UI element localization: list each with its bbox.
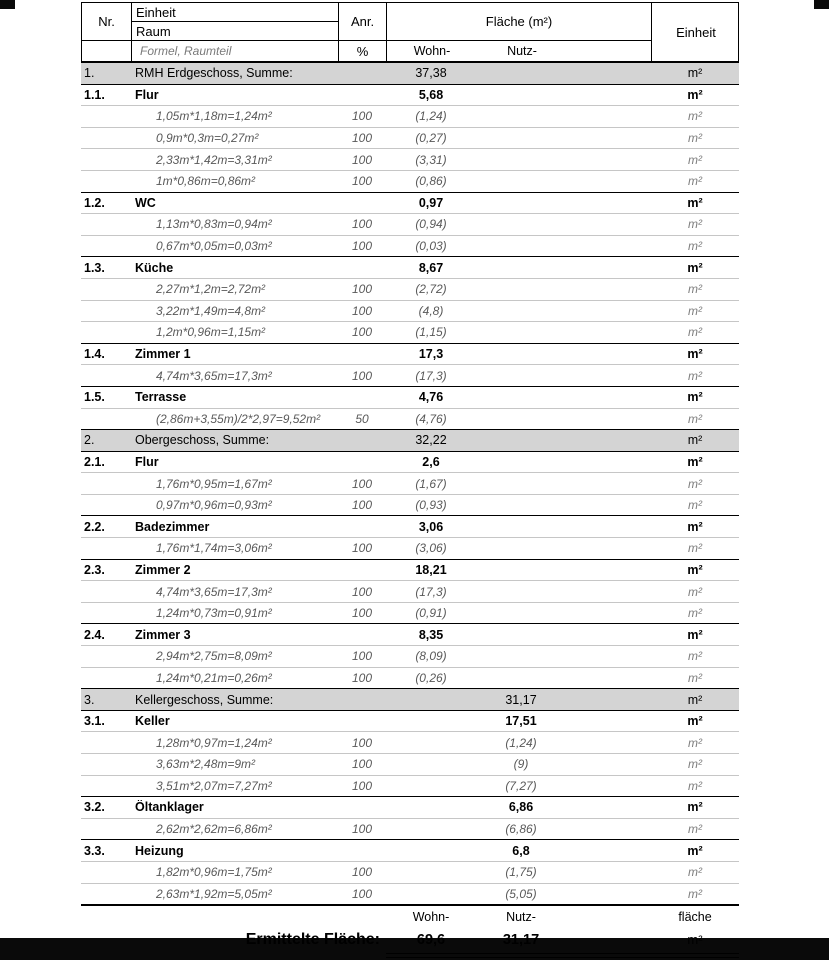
- col-header-einheit: Einheit: [132, 3, 339, 22]
- cell-unit: m²: [687, 195, 703, 210]
- cell-nr: 1.5.: [84, 390, 105, 405]
- cell-unit: m²: [688, 584, 702, 599]
- cell-unit: m²: [688, 174, 702, 189]
- cell-wohn: (4,76): [415, 411, 447, 426]
- cell-nr: 2.: [84, 433, 95, 448]
- cell-anr: 100: [351, 498, 373, 513]
- cell-anr: 100: [351, 778, 373, 793]
- cell-label: 2,62m*2,62m=6,86m²: [156, 822, 272, 837]
- room-row: [81, 452, 739, 473]
- cell-wohn: (0,86): [415, 174, 447, 189]
- cell-unit: m²: [687, 627, 703, 642]
- cell-unit: m²: [688, 303, 702, 318]
- cell-anr: 100: [351, 886, 373, 901]
- cell-label: 1,24m*0,73m=0,91m²: [156, 606, 272, 621]
- cell-label: Flur: [135, 87, 159, 102]
- section-sum-row: [81, 429, 739, 452]
- table-body: [81, 63, 739, 906]
- room-row: [81, 839, 739, 861]
- cell-wohn: (17,3): [415, 584, 447, 599]
- cell-wohn: (1,24): [415, 109, 447, 124]
- cell-nutz: (1,24): [505, 735, 537, 750]
- formula-row: [81, 883, 739, 905]
- cell-wohn: (0,26): [415, 670, 447, 685]
- cell-label: Zimmer 3: [135, 627, 191, 642]
- cell-label: 1,82m*0,96m=1,75m²: [156, 865, 272, 880]
- cell-wohn: (0,91): [415, 606, 447, 621]
- cell-label: Öltanklager: [135, 800, 204, 815]
- total-nutz-value: 31,17: [502, 931, 540, 948]
- cell-nr: 1.1.: [84, 87, 105, 102]
- formula-row: [81, 170, 739, 192]
- section-sum-row: [81, 63, 739, 85]
- formula-row: [81, 580, 739, 602]
- table-footer: [81, 906, 739, 958]
- formula-row: [81, 861, 739, 883]
- cell-label: 2,63m*1,92m=5,05m²: [156, 886, 272, 901]
- cell-wohn: (0,03): [415, 239, 447, 254]
- cell-unit: m²: [687, 692, 703, 707]
- cell-label: Heizung: [135, 843, 184, 858]
- cell-unit: m²: [687, 347, 703, 362]
- cell-nutz: 6,8: [512, 843, 530, 858]
- col-header-raum: Raum: [132, 22, 339, 41]
- scan-artifact-top-left: [0, 0, 15, 9]
- cell-wohn: 5,68: [418, 87, 444, 102]
- cell-unit: m²: [688, 498, 702, 513]
- room-row: [81, 256, 739, 278]
- formula-row: [81, 278, 739, 300]
- cell-wohn: (1,67): [415, 476, 447, 491]
- cell-wohn: 4,76: [418, 390, 444, 405]
- formula-row: [81, 235, 739, 257]
- cell-wohn: (4,8): [418, 303, 444, 318]
- cell-unit: m²: [688, 735, 702, 750]
- area-calculation-table: [81, 2, 739, 958]
- cell-nutz: (9): [513, 757, 529, 772]
- cell-nr: 3.: [84, 692, 95, 707]
- cell-label: 0,9m*0,3m=0,27m²: [156, 131, 259, 146]
- cell-label: 4,74m*3,65m=17,3m²: [156, 584, 272, 599]
- cell-unit: m²: [687, 714, 703, 729]
- cell-nr: 3.2.: [84, 800, 105, 815]
- cell-anr: 100: [351, 282, 373, 297]
- cell-nutz: 6,86: [508, 800, 534, 815]
- cell-unit: m²: [687, 800, 703, 815]
- cell-label: Zimmer 1: [135, 347, 191, 362]
- formula-row: [81, 472, 739, 494]
- cell-unit: m²: [688, 649, 702, 664]
- cell-anr: 100: [351, 649, 373, 664]
- cell-label: 1,76m*1,74m=3,06m²: [156, 541, 272, 556]
- cell-nutz: (1,75): [505, 865, 537, 880]
- formula-row: [81, 364, 739, 386]
- formula-row: [81, 537, 739, 559]
- cell-anr: 100: [351, 174, 373, 189]
- cell-wohn: (0,94): [415, 217, 447, 232]
- formula-row: [81, 105, 739, 127]
- cell-wohn: 2,6: [422, 454, 440, 469]
- formula-row: [81, 667, 739, 689]
- cell-unit: m²: [688, 411, 702, 426]
- cell-unit: m²: [688, 757, 702, 772]
- formula-row: [81, 645, 739, 667]
- cell-nr: 1.: [84, 66, 95, 81]
- col-header-spacer: [82, 41, 132, 61]
- cell-wohn: (2,72): [415, 282, 447, 297]
- formula-row: [81, 148, 739, 170]
- cell-nr: 3.1.: [84, 714, 105, 729]
- formula-row: [81, 300, 739, 322]
- cell-label: WC: [135, 195, 156, 210]
- cell-wohn: 0,97: [418, 195, 444, 210]
- cell-nr: 1.2.: [84, 195, 105, 210]
- cell-anr: 100: [351, 735, 373, 750]
- footer-label-row: [81, 906, 739, 927]
- cell-anr: 100: [351, 303, 373, 318]
- cell-label: 1,05m*1,18m=1,24m²: [156, 109, 272, 124]
- cell-nutz: (7,27): [505, 778, 537, 793]
- cell-anr: 100: [351, 217, 373, 232]
- col-header-wohn: Wohn-: [413, 44, 451, 58]
- double-underline: [386, 953, 739, 958]
- cell-nr: 2.4.: [84, 627, 105, 642]
- cell-unit: m²: [688, 886, 702, 901]
- cell-unit: m²: [687, 519, 703, 534]
- cell-label: Zimmer 2: [135, 562, 191, 577]
- formula-row: [81, 753, 739, 775]
- cell-unit: m²: [688, 368, 702, 383]
- cell-anr: 100: [351, 109, 373, 124]
- cell-label: 2,33m*1,42m=3,31m²: [156, 152, 272, 167]
- cell-label: Kellergeschoss, Summe:: [135, 692, 274, 707]
- cell-unit: m²: [688, 822, 702, 837]
- cell-anr: 100: [351, 239, 373, 254]
- room-row: [81, 623, 739, 645]
- cell-label: 1,76m*0,95m=1,67m²: [156, 476, 272, 491]
- formula-row: [81, 213, 739, 235]
- cell-label: 1,24m*0,21m=0,26m²: [156, 670, 272, 685]
- cell-anr: 100: [351, 152, 373, 167]
- room-row: [81, 386, 739, 408]
- table-header: [81, 2, 739, 63]
- cell-label: 1m*0,86m=0,86m²: [156, 174, 256, 189]
- scan-artifact-top-right: [814, 0, 829, 9]
- cell-wohn: 17,3: [418, 347, 444, 362]
- total-wohn-value: 69,6: [416, 931, 446, 948]
- cell-nr: 2.3.: [84, 562, 105, 577]
- cell-wohn: 37,38: [415, 66, 447, 81]
- cell-label: Küche: [135, 260, 174, 275]
- cell-unit: m²: [687, 66, 703, 81]
- cell-nr: 2.1.: [84, 454, 105, 469]
- formula-row: [81, 818, 739, 840]
- cell-wohn: (0,27): [415, 131, 447, 146]
- cell-label: 0,67m*0,05m=0,03m²: [156, 239, 272, 254]
- room-row: [81, 559, 739, 581]
- cell-wohn: (8,09): [415, 649, 447, 664]
- cell-wohn: (3,31): [415, 152, 447, 167]
- formula-row: [81, 602, 739, 624]
- cell-nutz: 31,17: [505, 692, 537, 707]
- total-label: Ermittelte Fläche:: [245, 930, 380, 948]
- cell-wohn: (3,06): [415, 541, 447, 556]
- cell-unit: m²: [687, 843, 703, 858]
- cell-wohn: 32,22: [415, 433, 447, 448]
- cell-label: Keller: [135, 714, 170, 729]
- cell-unit: m²: [688, 865, 702, 880]
- cell-unit: m²: [688, 670, 702, 685]
- cell-label: 3,51m*2,07m=7,27m²: [156, 778, 272, 793]
- formula-row: [81, 127, 739, 149]
- cell-wohn: (1,15): [415, 325, 447, 340]
- cell-unit: m²: [688, 239, 702, 254]
- cell-unit: m²: [688, 131, 702, 146]
- cell-label: 1,13m*0,83m=0,94m²: [156, 217, 272, 232]
- cell-unit: m²: [687, 87, 703, 102]
- cell-nutz: 17,51: [505, 714, 537, 729]
- cell-unit: m²: [688, 476, 702, 491]
- footer-wohn-label: Wohn-: [412, 909, 450, 924]
- col-header-nr: Nr.: [82, 3, 132, 41]
- cell-unit: m²: [688, 152, 702, 167]
- cell-unit: m²: [688, 282, 702, 297]
- cell-label: 3,22m*1,49m=4,8m²: [156, 303, 266, 318]
- cell-unit: m²: [688, 325, 702, 340]
- cell-unit: m²: [687, 562, 703, 577]
- cell-wohn: 8,35: [418, 627, 444, 642]
- cell-anr: 100: [351, 584, 373, 599]
- cell-nutz: (5,05): [505, 886, 537, 901]
- col-header-formel: Formel, Raumteil: [132, 41, 339, 61]
- room-row: [81, 85, 739, 106]
- cell-wohn: 3,06: [418, 519, 444, 534]
- cell-wohn: (17,3): [415, 368, 447, 383]
- cell-unit: m²: [688, 606, 702, 621]
- cell-label: Badezimmer: [135, 519, 210, 534]
- cell-anr: 50: [355, 411, 369, 426]
- cell-label: Flur: [135, 454, 159, 469]
- cell-unit: m²: [687, 433, 703, 448]
- footer-total-row: [81, 927, 739, 952]
- cell-label: 3,63m*2,48m=9m²: [156, 757, 256, 772]
- cell-label: Obergeschoss, Summe:: [135, 433, 270, 448]
- cell-nutz: (6,86): [505, 822, 537, 837]
- cell-label: 4,74m*3,65m=17,3m²: [156, 368, 272, 383]
- cell-unit: m²: [688, 217, 702, 232]
- col-header-spacer: [567, 41, 652, 61]
- room-row: [81, 515, 739, 537]
- formula-row: [81, 731, 739, 753]
- room-row: [81, 192, 739, 214]
- cell-anr: 100: [351, 757, 373, 772]
- cell-anr: 100: [351, 822, 373, 837]
- formula-row: [81, 494, 739, 516]
- room-row: [81, 711, 739, 732]
- cell-nr: 3.3.: [84, 843, 105, 858]
- footer-flaeche-label: fläche: [678, 909, 712, 924]
- cell-label: Terrasse: [135, 390, 187, 405]
- col-header-nutz: Nutz-: [507, 44, 537, 58]
- cell-anr: 100: [351, 476, 373, 491]
- cell-nr: 2.2.: [84, 519, 105, 534]
- cell-wohn: (0,93): [415, 498, 447, 513]
- cell-wohn: 8,67: [418, 260, 444, 275]
- col-header-einheit-unit: Einheit: [676, 24, 716, 40]
- cell-label: 2,27m*1,2m=2,72m²: [156, 282, 266, 297]
- col-header-percent: %: [339, 41, 387, 61]
- cell-unit: m²: [687, 260, 703, 275]
- cell-label: 0,97m*0,96m=0,93m²: [156, 498, 272, 513]
- cell-nr: 1.3.: [84, 260, 105, 275]
- footer-nutz-label: Nutz-: [506, 909, 536, 924]
- cell-unit: m²: [688, 778, 702, 793]
- cell-unit: m²: [688, 109, 702, 124]
- cell-unit: m²: [687, 454, 703, 469]
- cell-unit: m²: [687, 390, 703, 405]
- cell-label: 2,94m*2,75m=8,09m²: [156, 649, 272, 664]
- cell-anr: 100: [351, 325, 373, 340]
- cell-wohn: 18,21: [415, 562, 447, 577]
- cell-label: RMH Erdgeschoss, Summe:: [135, 66, 293, 81]
- cell-anr: 100: [351, 670, 373, 685]
- col-header-anr: Anr.: [339, 3, 387, 41]
- cell-anr: 100: [351, 865, 373, 880]
- cell-label: (2,86m+3,55m)/2*2,97=9,52m²: [156, 411, 321, 426]
- cell-unit: m²: [688, 541, 702, 556]
- cell-anr: 100: [351, 541, 373, 556]
- formula-row: [81, 408, 739, 430]
- cell-anr: 100: [351, 131, 373, 146]
- cell-anr: 100: [351, 606, 373, 621]
- total-unit: m²: [687, 932, 703, 948]
- section-sum-row: [81, 688, 739, 711]
- room-row: [81, 343, 739, 365]
- formula-row: [81, 321, 739, 343]
- cell-label: 1,2m*0,96m=1,15m²: [156, 325, 266, 340]
- col-header-flaeche: Fläche (m²): [387, 3, 652, 41]
- cell-nr: 1.4.: [84, 347, 105, 362]
- cell-anr: 100: [351, 368, 373, 383]
- cell-label: 1,28m*0,97m=1,24m²: [156, 735, 272, 750]
- room-row: [81, 796, 739, 818]
- formula-row: [81, 775, 739, 797]
